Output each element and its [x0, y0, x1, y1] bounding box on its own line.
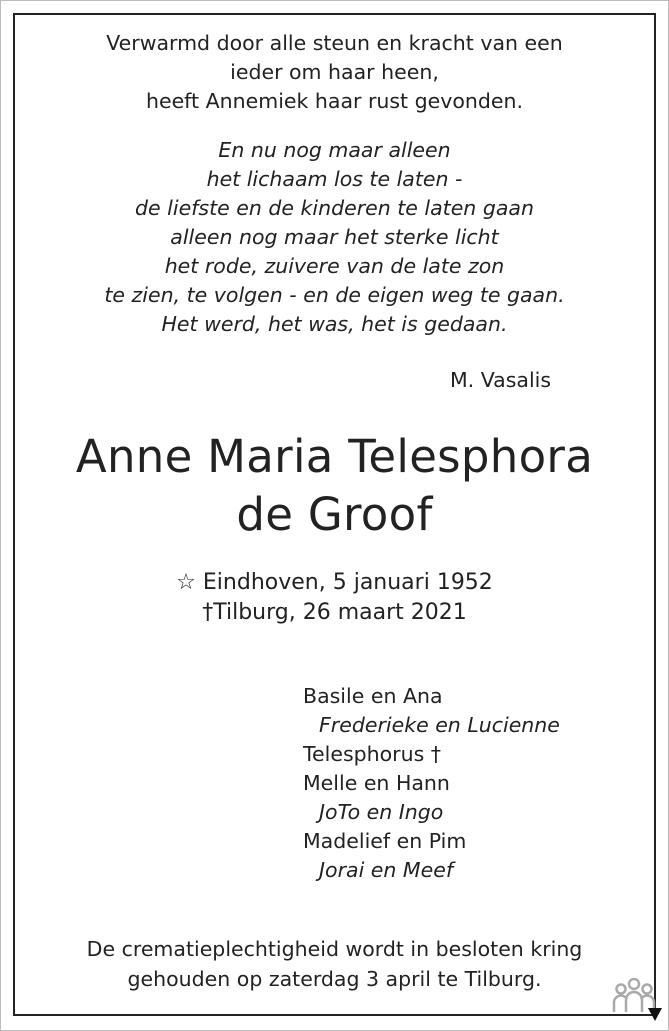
family-member: Madelief en Pim	[303, 829, 467, 853]
poem-line: En nu nog maar alleen	[218, 138, 451, 162]
name-line: Anne Maria Telesphora	[75, 430, 594, 483]
family-member: Basile en Ana	[303, 684, 443, 708]
closing-text	[15, 934, 654, 994]
dates	[15, 568, 654, 628]
cross-icon: †	[202, 600, 214, 625]
family-member: Melle en Hann	[303, 771, 450, 795]
family-member: JoTo en Ingo	[319, 800, 444, 824]
intro-line: Verwarmd door alle steun en kracht van een	[106, 31, 563, 55]
poem	[15, 136, 654, 339]
family-member: Jorai en Meef	[319, 858, 454, 882]
family-list	[303, 682, 560, 885]
poem-line: te zien, te volgen - en de eigen weg te gaan.	[104, 283, 565, 307]
birth-line	[15, 568, 654, 598]
death-line	[15, 598, 654, 628]
poem-line: de liefste en de kinderen te laten gaan	[135, 196, 534, 220]
poem-line: Het werd, het was, het is gedaan.	[161, 312, 508, 336]
star-icon: ☆	[176, 570, 196, 595]
deceased-name	[15, 428, 654, 544]
poem-author: M. Vasalis	[450, 368, 552, 392]
intro-text	[15, 29, 654, 116]
intro-line: ieder om haar heen,	[230, 60, 439, 84]
closing-line: gehouden op zaterdag 3 april te Tilburg.	[127, 967, 542, 991]
closing-line: De crematieplechtigheid wordt in besloten kring	[86, 937, 583, 961]
arrow-down-icon[interactable]	[648, 1008, 662, 1021]
name-line: de Groof	[236, 488, 433, 541]
poem-line: alleen nog maar het sterke licht	[170, 225, 499, 249]
death-text: Tilburg, 26 maart 2021	[213, 600, 467, 625]
intro-line: heeft Annemiek haar rust gevonden.	[145, 89, 524, 113]
family-member: Telesphorus †	[303, 742, 442, 766]
poem-line: het rode, zuivere van de late zon	[164, 254, 505, 278]
birth-text: Eindhoven, 5 januari 1952	[202, 570, 493, 595]
family-member: Frederieke en Lucienne	[319, 713, 560, 737]
poem-line: het lichaam los te laten -	[206, 167, 463, 191]
